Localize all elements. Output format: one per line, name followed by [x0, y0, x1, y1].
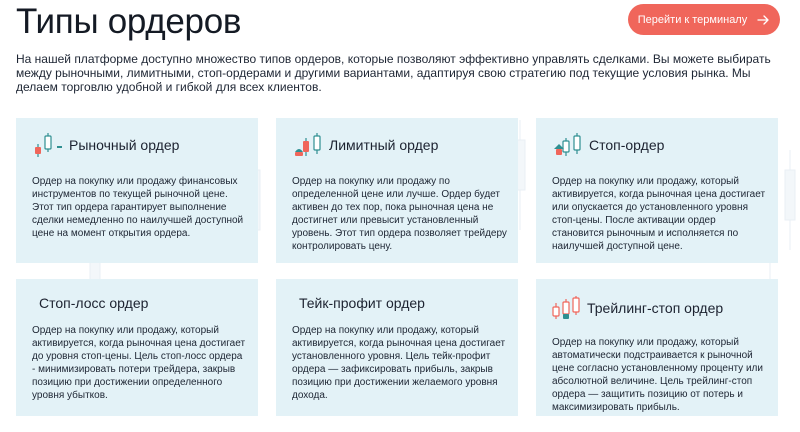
stop-order-candles-icon	[553, 132, 583, 158]
card-description: Ордер на покупку или продажу финансовых инструментов по текущей рыночной цене. Этот тип ордера гарантирует выполнение сделки немедленно по наилучшей доступной цене на момент открытия ордера.	[32, 176, 244, 239]
card-title: Тейк-профит ордер	[299, 295, 425, 311]
go-to-terminal-button[interactable]	[628, 4, 780, 35]
market-order-candles-icon	[33, 132, 63, 158]
card-title: Трейлинг-стоп ордер	[587, 300, 724, 316]
card-title: Стоп-ордер	[589, 137, 665, 153]
go-to-terminal-label: Перейти к терминалу	[637, 13, 748, 26]
card-description: Ордер на покупку или продажу, который активируется, когда рыночная цена достигает установленного уровня. Цель тейк-профит ордера — зафиксировать прибыль, закрыв позицию при достижении желаемого уровня дохода.	[292, 325, 506, 401]
card-description: Ордер на покупку или продажу, который активируется, когда рыночная цена достигает до уровня стоп-цены. Цель стоп-лосс ордера - минимизировать потери трейдера, закрыв позицию при достижении определенного уровня убытков.	[32, 325, 246, 401]
order-card-market	[16, 118, 258, 263]
order-card-stop	[536, 118, 778, 263]
limit-order-candles-icon	[293, 132, 323, 158]
card-title: Стоп-лосс ордер	[39, 295, 149, 311]
intro-paragraph: На нашей платформе доступно множество типов ордеров, которые позволяют эффективно управлять сделками. Вы можете выбирать между рыночными, лимитными, стоп-ордерами и другими вариантами, адаптируя свою стратегию под текущие условия рынка. Мы делаем торговлю удобной и гибкой для всех клиентов.	[16, 52, 771, 94]
order-card-take-profit	[276, 279, 518, 416]
order-card-stop-loss	[16, 279, 258, 416]
trailing-stop-candles-icon	[551, 295, 581, 321]
card-description: Ордер на покупку или продажу, который автоматически подстраивается к рыночной цене согласно установленному проценту или абсолютной величине. Цель трейлинг-стоп ордера — защитить позицию от потерь и максимизировать прибыль.	[552, 337, 763, 413]
card-description: Ордер на покупку или продажу по определенной цене или лучше. Ордер будет активен до тех пор, пока рыночная цена не достигнет или превысит установленный уровень. Этот тип ордера позволяет трейдеру контролировать цену.	[292, 176, 507, 252]
order-card-limit	[276, 118, 518, 263]
card-description: Ордер на покупку или продажу, который активируется, когда рыночная цена достигает или опускается до установленного уровня стоп-цены. После активации ордер становится рыночным и исполняется по наилучшей доступной цене.	[552, 176, 766, 252]
arrow-right-icon	[757, 15, 770, 25]
order-card-trailing-stop	[536, 279, 778, 416]
page-title: Типы ордеров	[16, 2, 242, 41]
card-title: Рыночный ордер	[69, 137, 180, 153]
card-title: Лимитный ордер	[329, 137, 439, 153]
